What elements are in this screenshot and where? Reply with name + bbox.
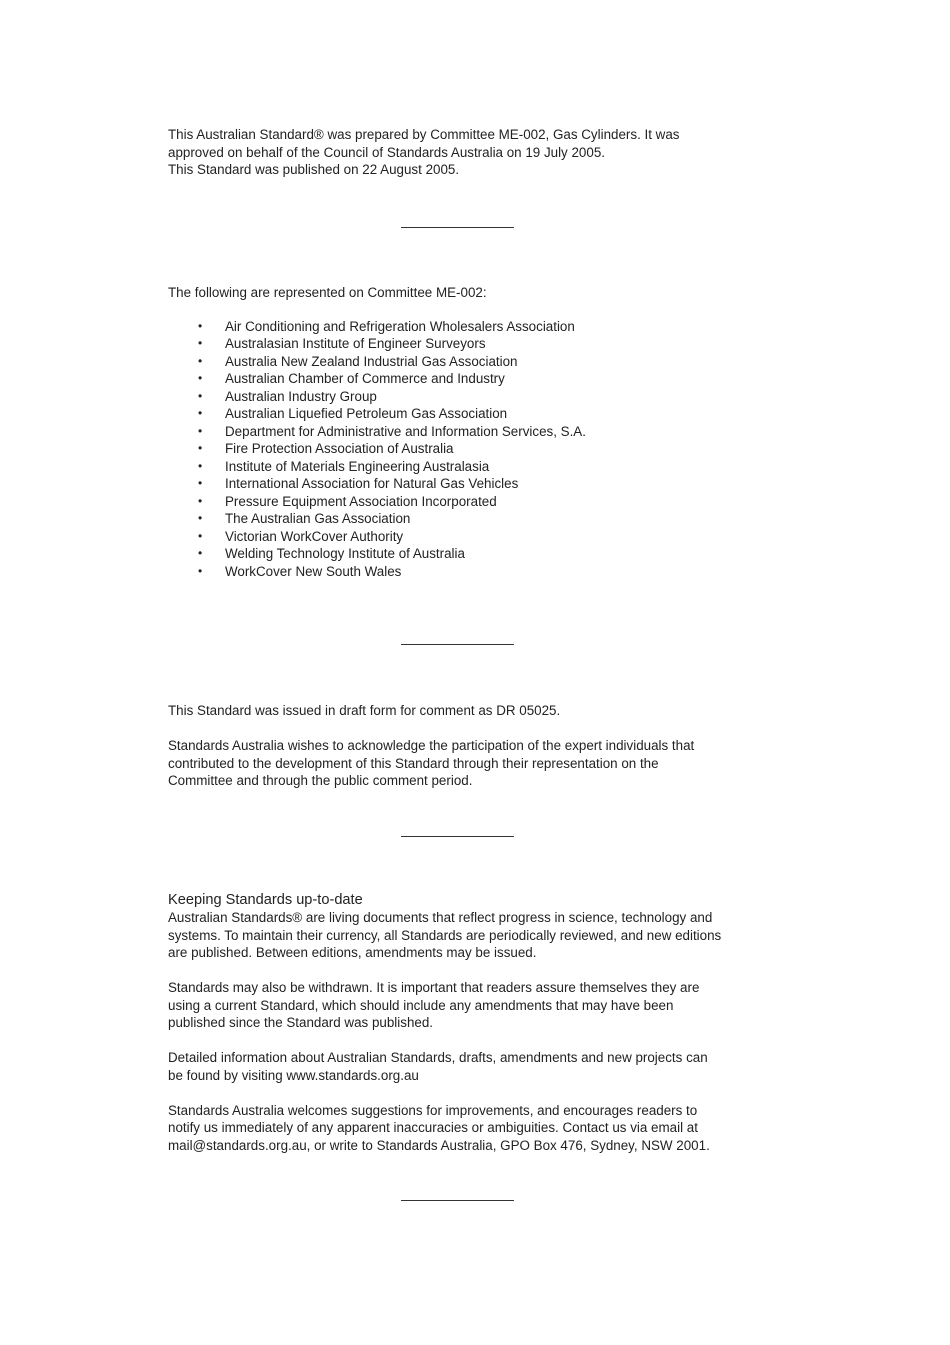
website-link[interactable]: www.standards.org.au (286, 1067, 419, 1083)
acknowledgement-line-2: contributed to the development of this Standard through their representation on the (168, 755, 659, 771)
list-item: • The Australian Gas Association (168, 510, 768, 528)
committee-section (168, 284, 768, 580)
uptodate-section (168, 891, 788, 1154)
acknowledgement-line-1: Standards Australia wishes to acknowledge the participation of the expert individuals that (168, 738, 695, 753)
section-divider (401, 1200, 514, 1201)
preparation-line-2: approved on behalf of the Council of Standards Australia on 19 July 2005. (168, 144, 605, 160)
list-item: • Fire Protection Association of Australia (168, 440, 768, 458)
paragraph-line: Australian Standards® are living documents that reflect progress in science, technology and (168, 910, 713, 925)
list-item: • Australian Chamber of Commerce and Industry (168, 370, 768, 388)
address-text: , or write to Standards Australia, GPO Box 476, Sydney, NSW 2001. (306, 1137, 710, 1153)
section-divider (401, 644, 514, 645)
paragraph-line: are published. Between editions, amendments may be issued. (168, 945, 537, 960)
list-item: • WorkCover New South Wales (168, 563, 768, 581)
draft-section (168, 702, 768, 790)
list-item: • Australian Liquefied Petroleum Gas Association (168, 405, 768, 423)
list-item: • Australian Industry Group (168, 388, 768, 406)
committee-intro: The following are represented on Committee ME-002: (168, 285, 487, 300)
list-item: • Australia New Zealand Industrial Gas Association (168, 353, 768, 371)
section-heading: Keeping Standards up-to-date (168, 892, 363, 908)
paragraph-line: Detailed information about Australian Standards, drafts, amendments and new projects can (168, 1050, 708, 1065)
preparation-notice (168, 126, 768, 179)
section-divider (401, 227, 514, 228)
list-item: • Australasian Institute of Engineer Surveyors (168, 335, 768, 353)
list-item: • Department for Administrative and Information Services, S.A. (168, 423, 768, 441)
paragraph-line: using a current Standard, which should include any amendments that may have been (168, 997, 674, 1013)
list-item: • Welding Technology Institute of Australia (168, 545, 768, 563)
list-item: • Pressure Equipment Association Incorporated (168, 493, 768, 511)
list-item: • International Association for Natural Gas Vehicles (168, 475, 768, 493)
paragraph-line (168, 1067, 788, 1085)
visit-text: be found by visiting (168, 1067, 287, 1083)
email-link[interactable]: mail@standards.org.au (168, 1137, 307, 1153)
list-item: • Institute of Materials Engineering Australasia (168, 458, 768, 476)
paragraph-line: notify us immediately of any apparent inaccuracies or ambiguities. Contact us via email at (168, 1120, 698, 1135)
list-item: • Victorian WorkCover Authority (168, 528, 768, 546)
committee-member-list (168, 318, 768, 581)
acknowledgement-line-3: Committee and through the public comment period. (168, 773, 473, 788)
paragraph-line: Standards Australia welcomes suggestions for improvements, and encourages readers to (168, 1102, 698, 1118)
paragraph-line: Standards may also be withdrawn. It is important that readers assure themselves they are (168, 980, 700, 995)
paragraph-line: published since the Standard was published. (168, 1015, 434, 1030)
preparation-line-3: This Standard was published on 22 August 2005. (168, 162, 460, 177)
paragraph-line: systems. To maintain their currency, all Standards are periodically reviewed, and new editions (168, 927, 722, 943)
paragraph-line (168, 1137, 788, 1155)
draft-issued-text: This Standard was issued in draft form for comment as DR 05025. (168, 703, 561, 718)
preparation-line-1: This Australian Standard® was prepared by Committee ME-002, Gas Cylinders. It was (168, 127, 680, 142)
list-item: • Air Conditioning and Refrigeration Wholesalers Association (168, 318, 768, 336)
section-divider (401, 836, 514, 837)
